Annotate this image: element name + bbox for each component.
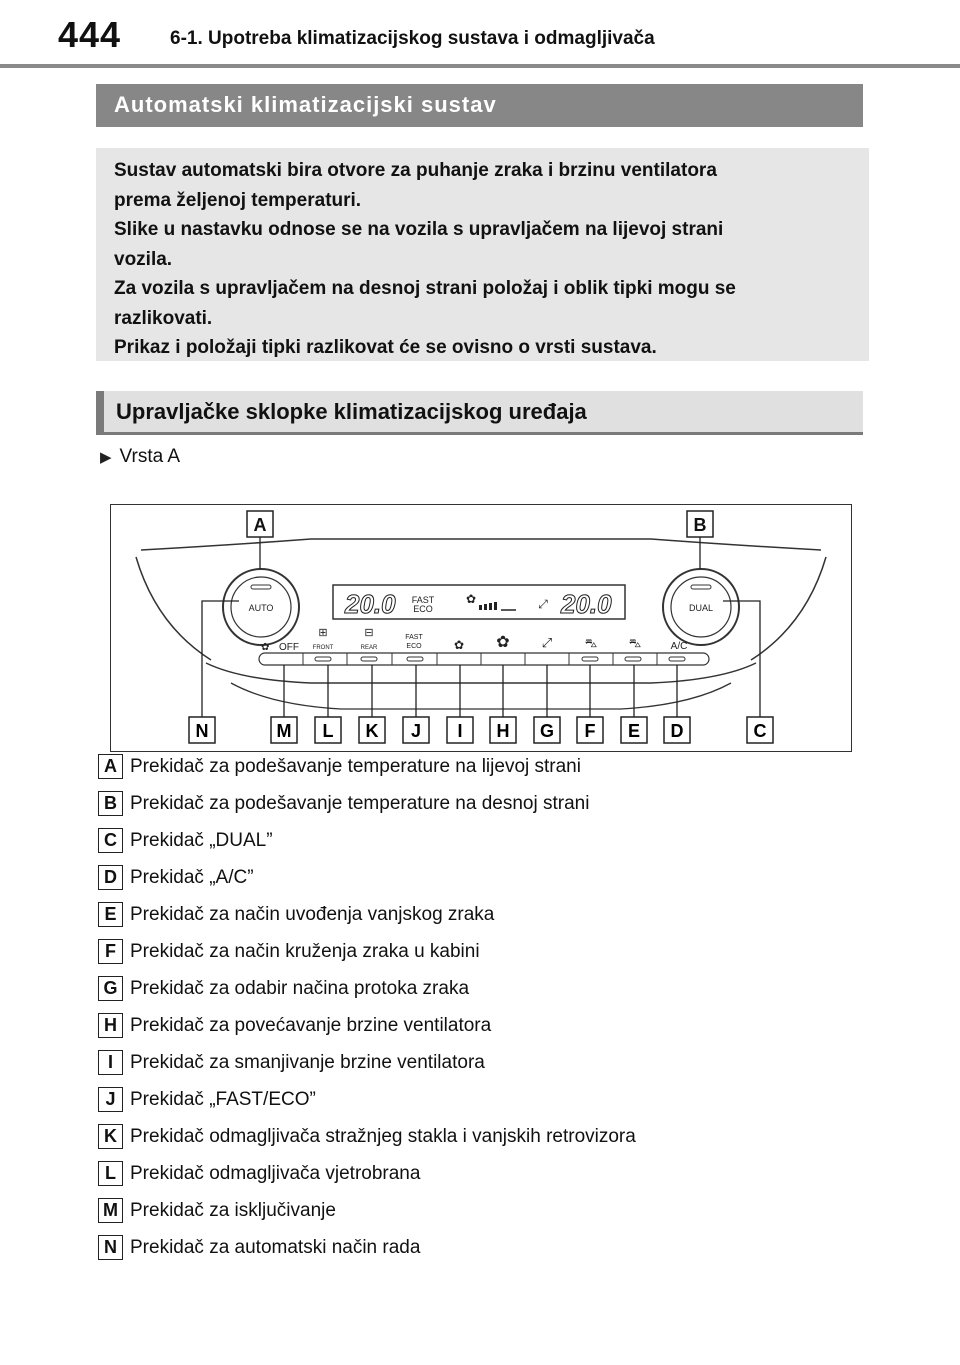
callout-j: J xyxy=(410,721,422,741)
list-item xyxy=(98,791,798,817)
heading-accent-bar xyxy=(96,391,104,434)
list-item xyxy=(98,1050,798,1076)
legend-key: C xyxy=(98,828,123,853)
legend-text: Prekidač odmagljivača vjetrobrana xyxy=(130,1163,421,1184)
section-heading-auto-climate xyxy=(96,84,863,127)
chapter-title: 6-1. Upotreba klimatizacijskog sustava i odmagljivača xyxy=(170,28,655,49)
list-item xyxy=(98,939,798,965)
list-item xyxy=(98,1124,798,1150)
intro-line: razlikovati. xyxy=(114,307,213,329)
list-item xyxy=(98,1013,798,1039)
list-item xyxy=(98,754,798,780)
legend-text: Prekidač „DUAL” xyxy=(130,830,273,851)
legend-key: H xyxy=(98,1013,123,1038)
list-item xyxy=(98,1087,798,1113)
section-heading-text: Automatski klimatizacijski sustav xyxy=(114,92,497,117)
legend-key: A xyxy=(98,754,123,779)
legend-text: Prekidač za način kruženja zraka u kabini xyxy=(130,941,480,962)
legend-key: L xyxy=(98,1161,123,1186)
intro-line: Za vozila s upravljačem na desnoj strani položaj i oblik tipki mogu se xyxy=(114,278,736,299)
legend-key: F xyxy=(98,939,123,964)
callout-h: H xyxy=(496,721,510,741)
legend-key: J xyxy=(98,1087,123,1112)
knob-dual-label: DUAL xyxy=(688,603,714,613)
climate-panel-illustration xyxy=(111,505,851,751)
legend-key: I xyxy=(98,1050,123,1075)
legend-text: Prekidač za podešavanje temperature na desnoj strani xyxy=(130,793,590,814)
callout-b: B xyxy=(693,515,707,535)
intro-line: vozila. xyxy=(114,248,173,270)
section-heading-controls xyxy=(96,391,863,434)
intro-line: Sustav automatski bira otvore za puhanje zraka i brzinu ventilatora xyxy=(114,160,717,181)
intro-line: Prikaz i položaji tipki razlikovat će se ovisno o vrsti sustava. xyxy=(114,337,657,358)
legend-key: G xyxy=(98,976,123,1001)
callout-a: A xyxy=(253,515,267,535)
svg-text:⛍: ⛍ xyxy=(628,636,642,650)
legend-text: Prekidač „FAST/ECO” xyxy=(130,1089,316,1110)
callout-k: K xyxy=(365,721,379,741)
list-item xyxy=(98,1198,798,1224)
btn-front-label: FRONT xyxy=(312,645,334,651)
svg-text:✿: ✿ xyxy=(496,634,510,651)
legend-text: Prekidač za isključivanje xyxy=(130,1200,336,1221)
btn-rear-label: REAR xyxy=(360,645,378,651)
list-item xyxy=(98,1235,798,1261)
svg-text:✿: ✿ xyxy=(261,642,270,653)
display-fast: FAST xyxy=(411,595,435,605)
legend-key: E xyxy=(98,902,123,927)
legend-key: B xyxy=(98,791,123,816)
svg-text:⛍: ⛍ xyxy=(584,636,598,650)
legend-text: Prekidač „A/C” xyxy=(130,867,254,888)
list-item xyxy=(98,902,798,928)
variant-text: Vrsta A xyxy=(119,446,181,467)
intro-text xyxy=(114,156,854,363)
callout-d: D xyxy=(670,721,684,741)
display-eco: ECO xyxy=(413,604,433,614)
callout-n: N xyxy=(195,721,209,741)
legend-text: Prekidač odmagljivača stražnjeg stakla i vanjskih retrovizora xyxy=(130,1126,636,1147)
list-item xyxy=(98,828,798,854)
callout-e: E xyxy=(627,721,641,741)
legend-text: Prekidač za automatski način rada xyxy=(130,1237,421,1258)
legend-text: Prekidač za podešavanje temperature na lijevoj strani xyxy=(130,756,581,777)
svg-text:⊞: ⊞ xyxy=(318,627,328,639)
legend-text: Prekidač za smanjivanje brzine ventilatora xyxy=(130,1052,485,1073)
callout-g: G xyxy=(539,721,555,741)
legend-text: Prekidač za način uvođenja vanjskog zraka xyxy=(130,904,495,925)
legend-key: N xyxy=(98,1235,123,1260)
svg-text:✿: ✿ xyxy=(453,638,465,652)
legend-text: Prekidač za povećavanje brzine ventilatora xyxy=(130,1015,492,1036)
callout-i: I xyxy=(457,721,463,741)
triangle-bullet-icon: ▶ xyxy=(100,449,112,466)
legend-key: D xyxy=(98,865,123,890)
legend-key: M xyxy=(98,1198,123,1223)
page-number: 444 xyxy=(58,14,122,55)
list-item xyxy=(98,976,798,1002)
svg-text:⊟: ⊟ xyxy=(364,627,374,639)
list-item xyxy=(98,865,798,891)
right-temp-display: 20.0 xyxy=(561,589,612,619)
legend-text: Prekidač za odabir načina protoka zraka xyxy=(130,978,470,999)
btn-fast-label: FAST xyxy=(405,634,423,641)
section-heading-text: Upravljačke sklopke klimatizacijskog uređaja xyxy=(116,399,587,424)
btn-eco-label: ECO xyxy=(406,643,422,650)
svg-text:⤢: ⤢ xyxy=(541,635,553,650)
intro-box xyxy=(96,148,869,361)
callout-m: M xyxy=(276,721,292,741)
climate-panel-diagram xyxy=(110,504,852,752)
svg-text:⤢: ⤢ xyxy=(538,597,548,611)
header-rule xyxy=(0,64,960,68)
knob-auto-label: AUTO xyxy=(248,603,274,613)
callout-f: F xyxy=(584,721,596,741)
heading-underline xyxy=(96,432,863,435)
btn-off-label: OFF xyxy=(279,642,299,653)
page-header xyxy=(0,0,960,66)
btn-ac-label: A/C xyxy=(670,641,688,652)
svg-text:✿: ✿ xyxy=(465,592,477,606)
left-temp-display: 20.0 xyxy=(345,589,396,619)
callout-l: L xyxy=(322,721,334,741)
variant-label xyxy=(100,446,180,468)
callout-c: C xyxy=(753,721,767,741)
intro-line: prema željenoj temperaturi. xyxy=(114,189,362,211)
intro-line: Slike u nastavku odnose se na vozila s upravljačem na lijevoj strani xyxy=(114,219,724,240)
list-item xyxy=(98,1161,798,1187)
legend-key: K xyxy=(98,1124,123,1149)
